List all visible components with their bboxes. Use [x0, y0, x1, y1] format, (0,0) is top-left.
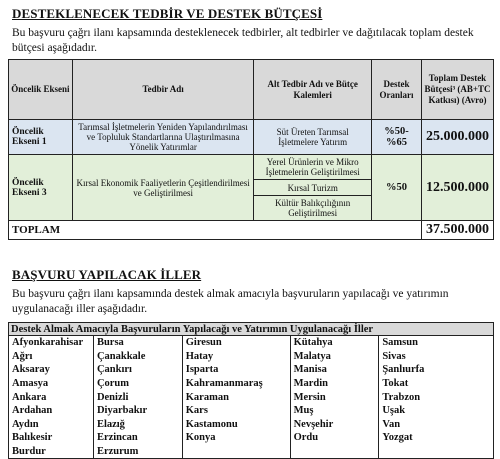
- provinces-body: [9, 336, 494, 459]
- province-cell: Diyarbakır: [93, 404, 182, 418]
- province-cell: Ankara: [9, 390, 94, 404]
- province-cell: Isparta: [182, 363, 290, 377]
- province-row: [9, 377, 494, 391]
- section-title-budget: DESTEKLENECEK TEDBİR VE DESTEK BÜTÇESİ: [12, 6, 323, 21]
- province-cell: Kastamonu: [182, 418, 290, 432]
- province-cell: Burdur: [9, 445, 94, 459]
- province-cell: Uşak: [382, 405, 406, 417]
- province-cell: Kahramanmaraş: [182, 377, 290, 391]
- province-cell: Nevşehir: [290, 418, 379, 432]
- header-sub-measure: Alt Tedbir Adı ve Bütçe Kalemleri: [254, 60, 372, 120]
- header-budget: Toplam Destek Bütçesi³ (AB+TC Katkısı) (Avro): [421, 60, 493, 120]
- province-cell: Samsun: [382, 337, 418, 349]
- province-cell: Afyonkarahisar: [9, 336, 94, 350]
- province-cell: Bursa: [93, 336, 182, 350]
- budget-row-axis3: [9, 155, 494, 180]
- province-row: [9, 390, 494, 404]
- province-cell: Kars: [182, 404, 290, 418]
- province-cell: Giresun: [182, 336, 290, 350]
- province-cell: Tokat: [382, 378, 409, 390]
- provinces-header-row: [9, 323, 494, 336]
- province-row: [9, 336, 494, 350]
- province-cell: Karaman: [182, 390, 290, 404]
- provinces-header: Destek Almak Amacıyla Başvuruların Yapılacağı ve Yatırımın Uygulanacağı İller: [9, 323, 494, 336]
- province-cell: Amasya: [9, 377, 94, 391]
- axis3-budget: 12.500.000: [421, 155, 493, 221]
- province-cell: Şanlıurfa: [382, 364, 425, 376]
- province-cell: [182, 445, 290, 459]
- axis3-rate: %50: [372, 155, 422, 221]
- province-cell: Malatya: [290, 350, 379, 364]
- province-row: [9, 350, 494, 364]
- axis1-rate: %50-%65: [372, 120, 422, 155]
- axis1-budget: 25.000.000: [421, 120, 493, 155]
- province-cell: Balıkesir: [9, 431, 94, 445]
- province-row: [9, 404, 494, 418]
- province-cell: Elazığ: [93, 418, 182, 432]
- province-cell: Mersin: [290, 390, 379, 404]
- budget-table: [8, 59, 494, 240]
- province-cell: Ordu: [290, 431, 379, 445]
- header-measure: Tedbir Adı: [72, 60, 253, 120]
- province-cell: [290, 445, 379, 459]
- province-cell: Ağrı: [9, 350, 94, 364]
- province-cell: Yozgat: [382, 432, 413, 444]
- province-cell: Manisa: [290, 363, 379, 377]
- province-row: [9, 445, 494, 459]
- province-cell: Çankırı: [93, 363, 182, 377]
- province-cell: Çorum: [93, 377, 182, 391]
- province-cell: Ardahan: [9, 404, 94, 418]
- budget-header-row: [9, 60, 494, 120]
- province-cell: Erzincan: [93, 431, 182, 445]
- province-row: [9, 363, 494, 377]
- province-cell: [379, 445, 494, 459]
- province-cell: Kütahya: [290, 336, 379, 350]
- province-cell: Aksaray: [9, 363, 94, 377]
- axis3-sub-measure-2: Kırsal Turizm: [254, 180, 372, 196]
- axis3-sub-measure-3: Kültür Balıkçılığının Geliştirilmesi: [254, 196, 372, 221]
- provinces-table: [8, 322, 494, 459]
- header-rate: Destek Oranları: [372, 60, 422, 120]
- province-cell: Sivas: [382, 350, 406, 362]
- total-value: 37.500.000: [421, 221, 493, 240]
- province-cell: Hatay: [182, 350, 290, 364]
- axis1-sub-measure: Süt Üreten Tarımsal İşletmelere Yatırım: [254, 120, 372, 155]
- province-cell: Denizli: [93, 390, 182, 404]
- budget-intro-text: Bu başvuru çağrı ilanı kapsamında desteklenecek tedbirler, alt tedbirler ve dağıtılacak toplam destek bütçesi aşağıdadır.: [12, 27, 474, 54]
- province-cell: Çanakkale: [93, 350, 182, 364]
- province-cell: Erzurum: [93, 445, 182, 459]
- province-cell: Van: [382, 418, 401, 430]
- axis3-measure: Kırsal Ekonomik Faaliyetlerin Çeşitlendirilmesi ve Geliştirilmesi: [72, 155, 253, 221]
- province-cell: Konya: [182, 431, 290, 445]
- budget-total-row: [9, 221, 494, 240]
- budget-row-axis1: [9, 120, 494, 155]
- header-axis: Öncelik Ekseni: [9, 60, 73, 120]
- section-title-provinces: BAŞVURU YAPILACAK İLLER: [12, 267, 202, 282]
- axis1-measure: Tarımsal İşletmelerin Yeniden Yapılandırılması ve Topluluk Standartlarına Ulaştırılmasına Yönelik Yatırımlar: [72, 120, 253, 155]
- provinces-intro-text: Bu başvuru çağrı ilanı kapsamında destek almak amacıyla başvuruların yapılacağı ve yatırımın uygulanacağı iller aşağıdadır.: [12, 288, 449, 315]
- province-cell: Aydın: [9, 418, 94, 432]
- axis3-cell: Öncelik Ekseni 3: [9, 155, 73, 221]
- province-cell: Mardin: [290, 377, 379, 391]
- total-label: TOPLAM: [9, 221, 422, 240]
- province-cell: Muş: [290, 404, 379, 418]
- province-row: [9, 418, 494, 432]
- province-cell: Trabzon: [382, 391, 421, 403]
- axis1-cell: Öncelik Ekseni 1: [9, 120, 73, 155]
- axis3-sub-measure-1: Yerel Ürünlerin ve Mikro İşletmelerin Geliştirilmesi: [254, 155, 372, 180]
- province-row: [9, 431, 494, 445]
